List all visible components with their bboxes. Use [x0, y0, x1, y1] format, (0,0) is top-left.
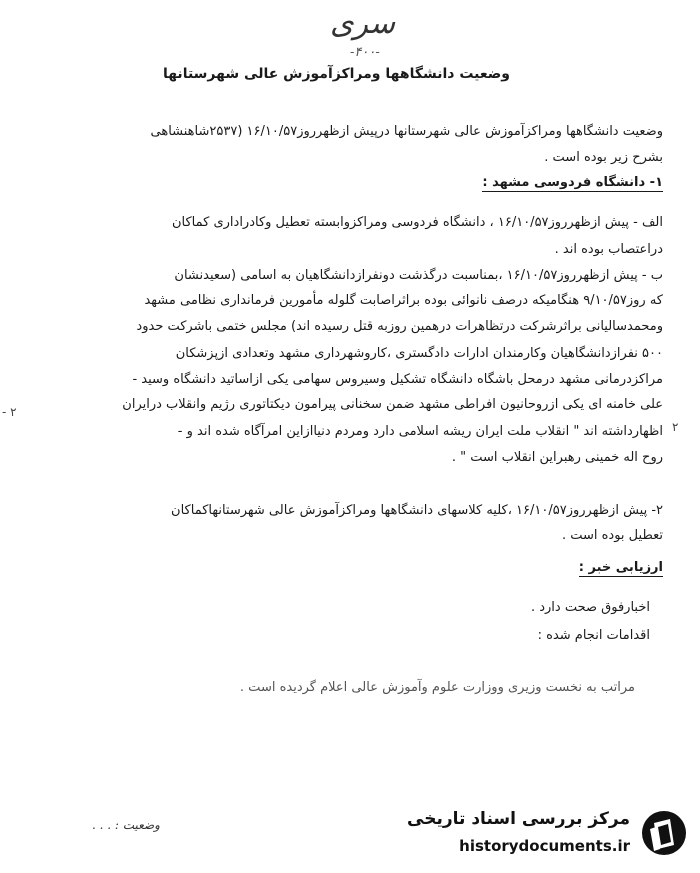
para-alef-line-2: دراعتصاب بوده اند .	[554, 242, 663, 257]
margin-mark-left: - ۲	[2, 405, 17, 419]
para-b-line-5: مراکزدرمانی مشهد درمحل باشگاه دانشگاه تشکیل وسیروس سهامی یکی ازاساتید دانشگاه وسید -	[132, 372, 663, 387]
archive-title: مرکز بررسی اسناد تاریخی	[407, 809, 630, 829]
assessment-line-1: اخبارفوق صحت دارد .	[530, 600, 650, 615]
page-number: -۴۰۰-	[350, 45, 380, 60]
para-b-line-7: اظهارداشته اند " انقلاب ملت ایران ریشه اسلامی دارد ومردم دنیاازاین امرآگاه شده اند و -	[177, 424, 663, 439]
section-2-line-1: ۲- پیش ازظهرروز۱۶/۱۰/۵۷ ،کلیه کلاسهای دانشگاهها ومراکزآموزش عالی شهرستانهاکماکان	[171, 503, 663, 518]
secret-stamp: سری	[330, 6, 396, 41]
para-alef-line-1: الف - پیش ازظهرروز۱۶/۱۰/۵۷ ، دانشگاه فردوسی ومراکزوابسته تعطیل وکادراداری کماکان	[171, 215, 663, 230]
document-title: وضعیت دانشگاهها ومراکزآموزش عالی شهرستانها	[162, 66, 510, 82]
footer-status: وضعیت : . . .	[92, 818, 160, 832]
archive-watermark	[398, 803, 688, 863]
para-b-line-1: ب - پیش ازظهرروز۱۶/۱۰/۵۷ ،بمناسبت درگذشت دونفرازدانشگاهیان به اسامی (سعیدنشان	[174, 268, 663, 283]
para-b-line-2: که روز۹/۱۰/۵۷ هنگامیکه درصف نانوائی بوده براثراصابت گلوله مأمورین فرمانداری نظامی مشهد	[144, 293, 663, 308]
assessment-heading: ارزیابی خبر :	[578, 560, 663, 575]
margin-mark-right: ۲	[672, 420, 679, 434]
intro-line-2: بشرح زیر بوده است .	[544, 150, 663, 165]
assessment-line-2: اقدامات انجام شده :	[537, 628, 650, 643]
section-1-heading: ۱- دانشگاه فردوسی مشهد :	[482, 175, 663, 190]
para-b-line-6: علی خامنه ای یکی ازروحانیون افراطی مشهد ضمن سخنانی پیرامون دیکتاتوری رژیم وانقلاب درایران	[122, 397, 663, 412]
para-b-line-8: روح اله خمینی رهبراین انقلاب است " .	[451, 450, 663, 465]
intro-line-1: وضعیت دانشگاهها ومراکزآموزش عالی شهرستانها درپیش ازظهرروز۱۶/۱۰/۵۷ (۲۵۳۷شاهنشاهی	[150, 124, 663, 139]
para-b-line-4: ۵۰۰ نفرازدانشگاهیان وکارمندان ادارات دادگستری ،کاروشهرداری مشهد وتعدادی ازپزشکان	[175, 346, 663, 361]
para-b-line-3: ومحمدسالیانی براثرشرکت درتظاهرات درهمین روزبه قتل رسیده اند) مجلس ختمی باشرکت حدود	[136, 319, 663, 334]
archive-url: historydocuments.ir	[459, 837, 630, 855]
archive-book-icon	[640, 809, 688, 857]
section-2-line-2: تعطیل بوده است .	[561, 528, 663, 543]
action-line: مراتب به نخست وزیری ووزارت علوم وآموزش عالی اعلام گردیده است .	[239, 680, 635, 695]
